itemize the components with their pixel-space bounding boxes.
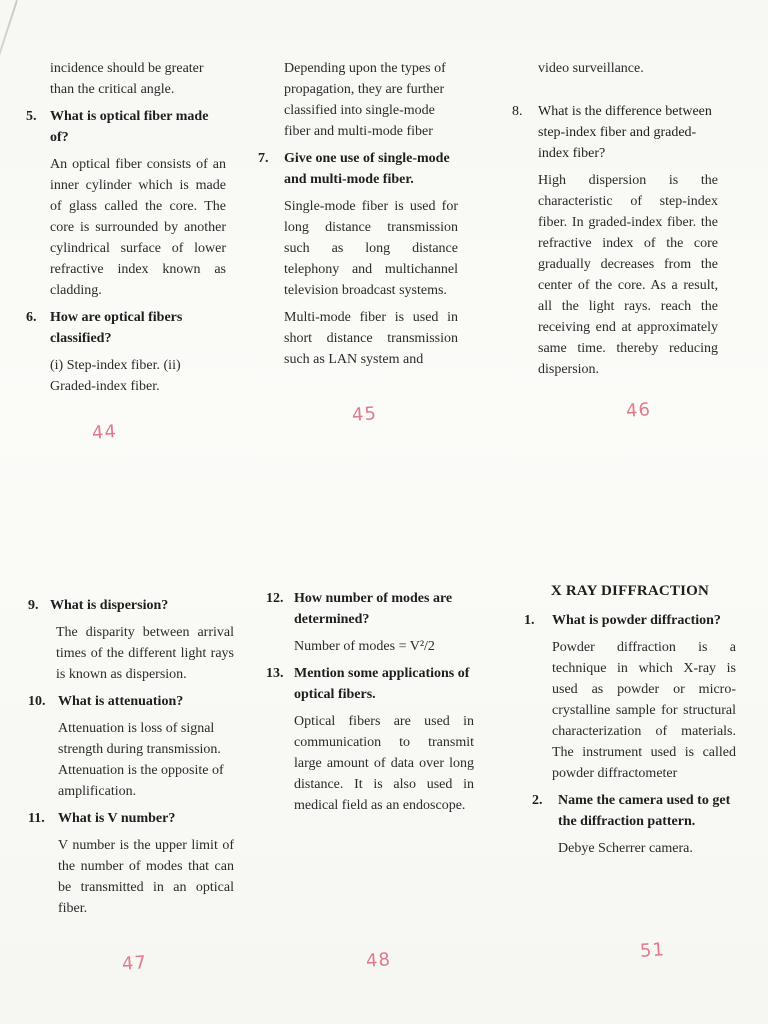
question-1	[524, 610, 736, 631]
handwritten-page-number: 45	[351, 403, 378, 426]
answer-text: Debye Scherrer camera.	[558, 841, 693, 856]
answer-text: Powder diffraction is a technique in which X-ray is used as powder or micro-crystalline sample for structural characterization of materials. The instrument used is called powder diffractometer	[552, 640, 736, 781]
question-text: How are optical fibers classified?	[50, 310, 183, 346]
fragment-text: video surveillance.	[538, 61, 644, 76]
handwritten-page-number: 44	[91, 421, 118, 444]
question-10	[28, 691, 234, 712]
handwritten-page-number: 46	[625, 399, 652, 422]
question-number: 12.	[266, 591, 284, 606]
column-bottom-2	[266, 588, 474, 822]
handwritten-page-number: 47	[121, 952, 148, 975]
answer-text: Single-mode fiber is used for long distance transmission such as long distance telephony and multichannel television broadcast systems.	[284, 199, 458, 298]
column-top-2	[258, 58, 458, 376]
question-text: Mention some applications of optical fibers.	[294, 666, 470, 702]
question-number: 10.	[28, 694, 46, 709]
question-9	[28, 595, 234, 616]
answer-text: An optical fiber consists of an inner cylinder which is made of glass called the core. The core is surrounded by another cylindrical surface of lower refractive index known as cladding.	[50, 157, 226, 298]
answer-text: High dispersion is the characteristic of step-index fiber. In graded-index fiber. the refractive index of the core gradually decreases from the center of the core. As a result, all the light rays. reach the receiving end at approximately same time. thereby reducing dispersion.	[538, 173, 718, 377]
question-text: How number of modes are determined?	[294, 591, 453, 627]
answer-text: The disparity between arrival times of the different light rays is known as dispersion.	[56, 625, 234, 682]
answer-text: V number is the upper limit of the number of modes that can be transmitted in an optical fiber.	[58, 838, 234, 916]
question-text: What is dispersion?	[50, 598, 169, 613]
section-heading: X RAY DIFFRACTION	[550, 583, 710, 599]
question-number: 7.	[258, 151, 269, 166]
question-text: Give one use of single-mode and multi-mode fiber.	[284, 151, 450, 187]
question-number: 6.	[26, 310, 37, 325]
question-number: 8.	[512, 104, 523, 119]
question-7	[258, 148, 458, 190]
question-text: What is the difference between step-index fiber and graded-index fiber?	[538, 104, 712, 161]
question-number: 9.	[28, 598, 39, 613]
handwritten-page-number: 48	[365, 949, 392, 972]
question-text: Name the camera used to get the diffraction pattern.	[558, 793, 731, 829]
question-text: What is attenuation?	[58, 694, 184, 709]
question-text: What is powder diffraction?	[552, 613, 721, 628]
question-12	[266, 588, 474, 630]
answer-text: Attenuation is loss of signal strength during transmission. Attenuation is the opposite of amplification.	[58, 721, 224, 799]
question-11	[28, 808, 234, 829]
fragment-text: Depending upon the types of propagation, they are further classified into single-mode fiber and multi-mode fiber	[284, 61, 446, 139]
question-text: What is V number?	[58, 811, 176, 826]
question-number: 11.	[28, 811, 45, 826]
question-number: 1.	[524, 613, 535, 628]
answer-text: (i) Step-index fiber. (ii) Graded-index fiber.	[50, 358, 181, 394]
question-2	[532, 790, 736, 832]
column-top-3	[512, 58, 718, 386]
question-13	[266, 663, 474, 705]
question-5	[26, 106, 226, 148]
question-number: 13.	[266, 666, 284, 681]
handwritten-page-number: 51	[639, 939, 666, 962]
question-text: What is optical fiber made of?	[50, 109, 209, 145]
column-top-1	[26, 58, 226, 403]
answer-text: Optical fibers are used in communication to transmit large amount of data over long distance. It is also used in medical field as an endoscope.	[294, 714, 474, 813]
column-bottom-3	[524, 583, 736, 865]
question-8	[512, 101, 718, 164]
answer-text: Multi-mode fiber is used in short distance transmission such as LAN system and	[284, 310, 458, 367]
question-number: 2.	[532, 793, 543, 808]
answer-text: Number of modes = V²/2	[294, 639, 435, 654]
question-6	[26, 307, 226, 349]
column-bottom-1	[28, 595, 234, 925]
question-number: 5.	[26, 109, 37, 124]
fragment-text: incidence should be greater than the critical angle.	[50, 61, 204, 97]
